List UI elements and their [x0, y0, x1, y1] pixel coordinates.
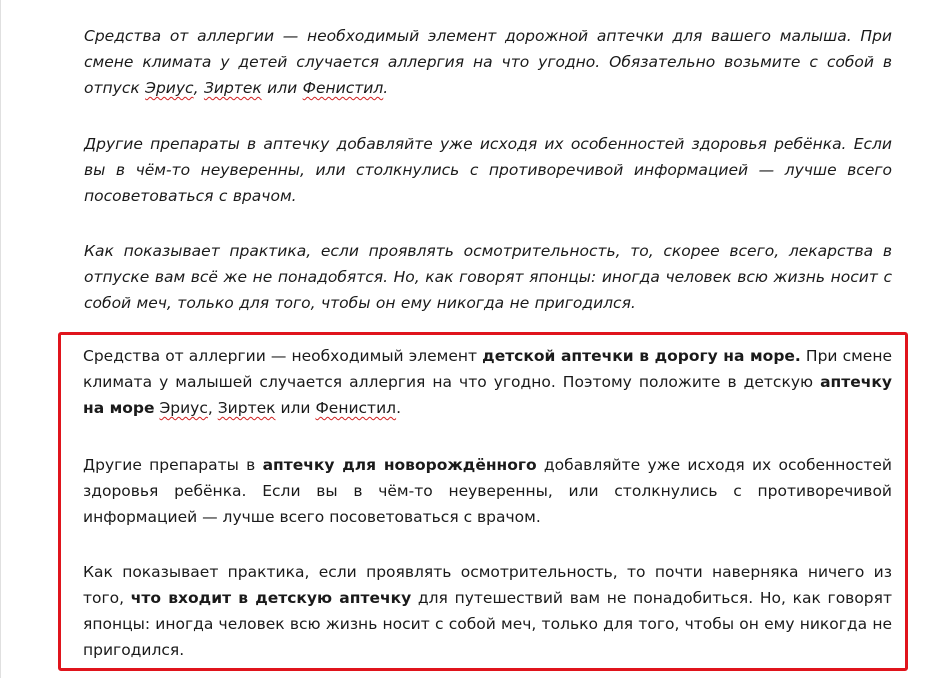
- text-run: .: [396, 399, 401, 417]
- text-run: Средства от аллергии — необходимый элемент дорожной аптечки для вашего малыша. При смене климата у детей случается аллергия на что угодно. Обязательно возьмите с собой в отпуск: [84, 27, 892, 97]
- spellcheck-word: Зиртек: [217, 399, 276, 417]
- spellcheck-word: Фенистил: [302, 79, 384, 97]
- text-run: Другие препараты в: [83, 456, 263, 474]
- spellcheck-word: Зиртек: [203, 79, 262, 97]
- rewritten-paragraph-1: [83, 343, 892, 421]
- spellcheck-word: Эриус: [159, 399, 208, 417]
- rewritten-paragraph-3: [83, 559, 892, 663]
- spellcheck-word: Эриус: [145, 79, 194, 97]
- text-run: .: [383, 79, 389, 97]
- text-run: При смене климата у малышей случается аллергия на что угодно. Поэтому положите в детскую: [83, 347, 893, 391]
- text-run: для путешествий вам не понадобиться. Но, как говорят японцы: иногда человек всю жизнь носит с собой меч, только для того, чтобы он ему никогда не пригодился.: [83, 589, 892, 659]
- spellcheck-word: Фенистил: [315, 399, 397, 417]
- text-run: Как показывает практика, если проявлять осмотрительность, то почти наверняка ничего из того,: [83, 563, 892, 607]
- keyword-bold: аптечку на море: [83, 373, 892, 417]
- keyword-bold: аптечку для новорождённого: [262, 456, 537, 474]
- keyword-bold: что входит в детскую аптечку: [130, 589, 412, 607]
- text-run: добавляйте уже исходя их особенностей здоровья ребёнка. Если вы в чём-то неуверенны, или столкнулись с противоречивой информацией — лучше всего посоветоваться с врачом.: [83, 456, 892, 526]
- text-run: ,: [207, 399, 218, 417]
- text-run: ,: [193, 79, 204, 97]
- original-paragraph-2: Другие препараты в аптечку добавляйте уже исходя их особенностей здоровья ребёнка. Если вы в чём-то неуверенны, или столкнулись с противоречивой информацией — лучше всего посоветоваться с врачом.: [84, 135, 892, 205]
- text-run: Средства от аллергии — необходимый элемент: [83, 347, 483, 365]
- rewritten-paragraph-2: [83, 452, 892, 530]
- text-run: или: [275, 399, 316, 417]
- original-paragraph-1: [84, 23, 892, 101]
- original-paragraph-3: Как показывает практика, если проявлять осмотрительность, то, скорее всего, лекарства в отпуске вам всё же не понадобятся. Но, как говорят японцы: иногда человек всю жизнь носит с собой меч, только для того, чтобы он ему никогда не пригодился.: [84, 242, 892, 312]
- keyword-bold: детской аптечки в дорогу на море.: [482, 347, 801, 365]
- page-edge: [0, 0, 1, 678]
- text-run: или: [261, 79, 303, 97]
